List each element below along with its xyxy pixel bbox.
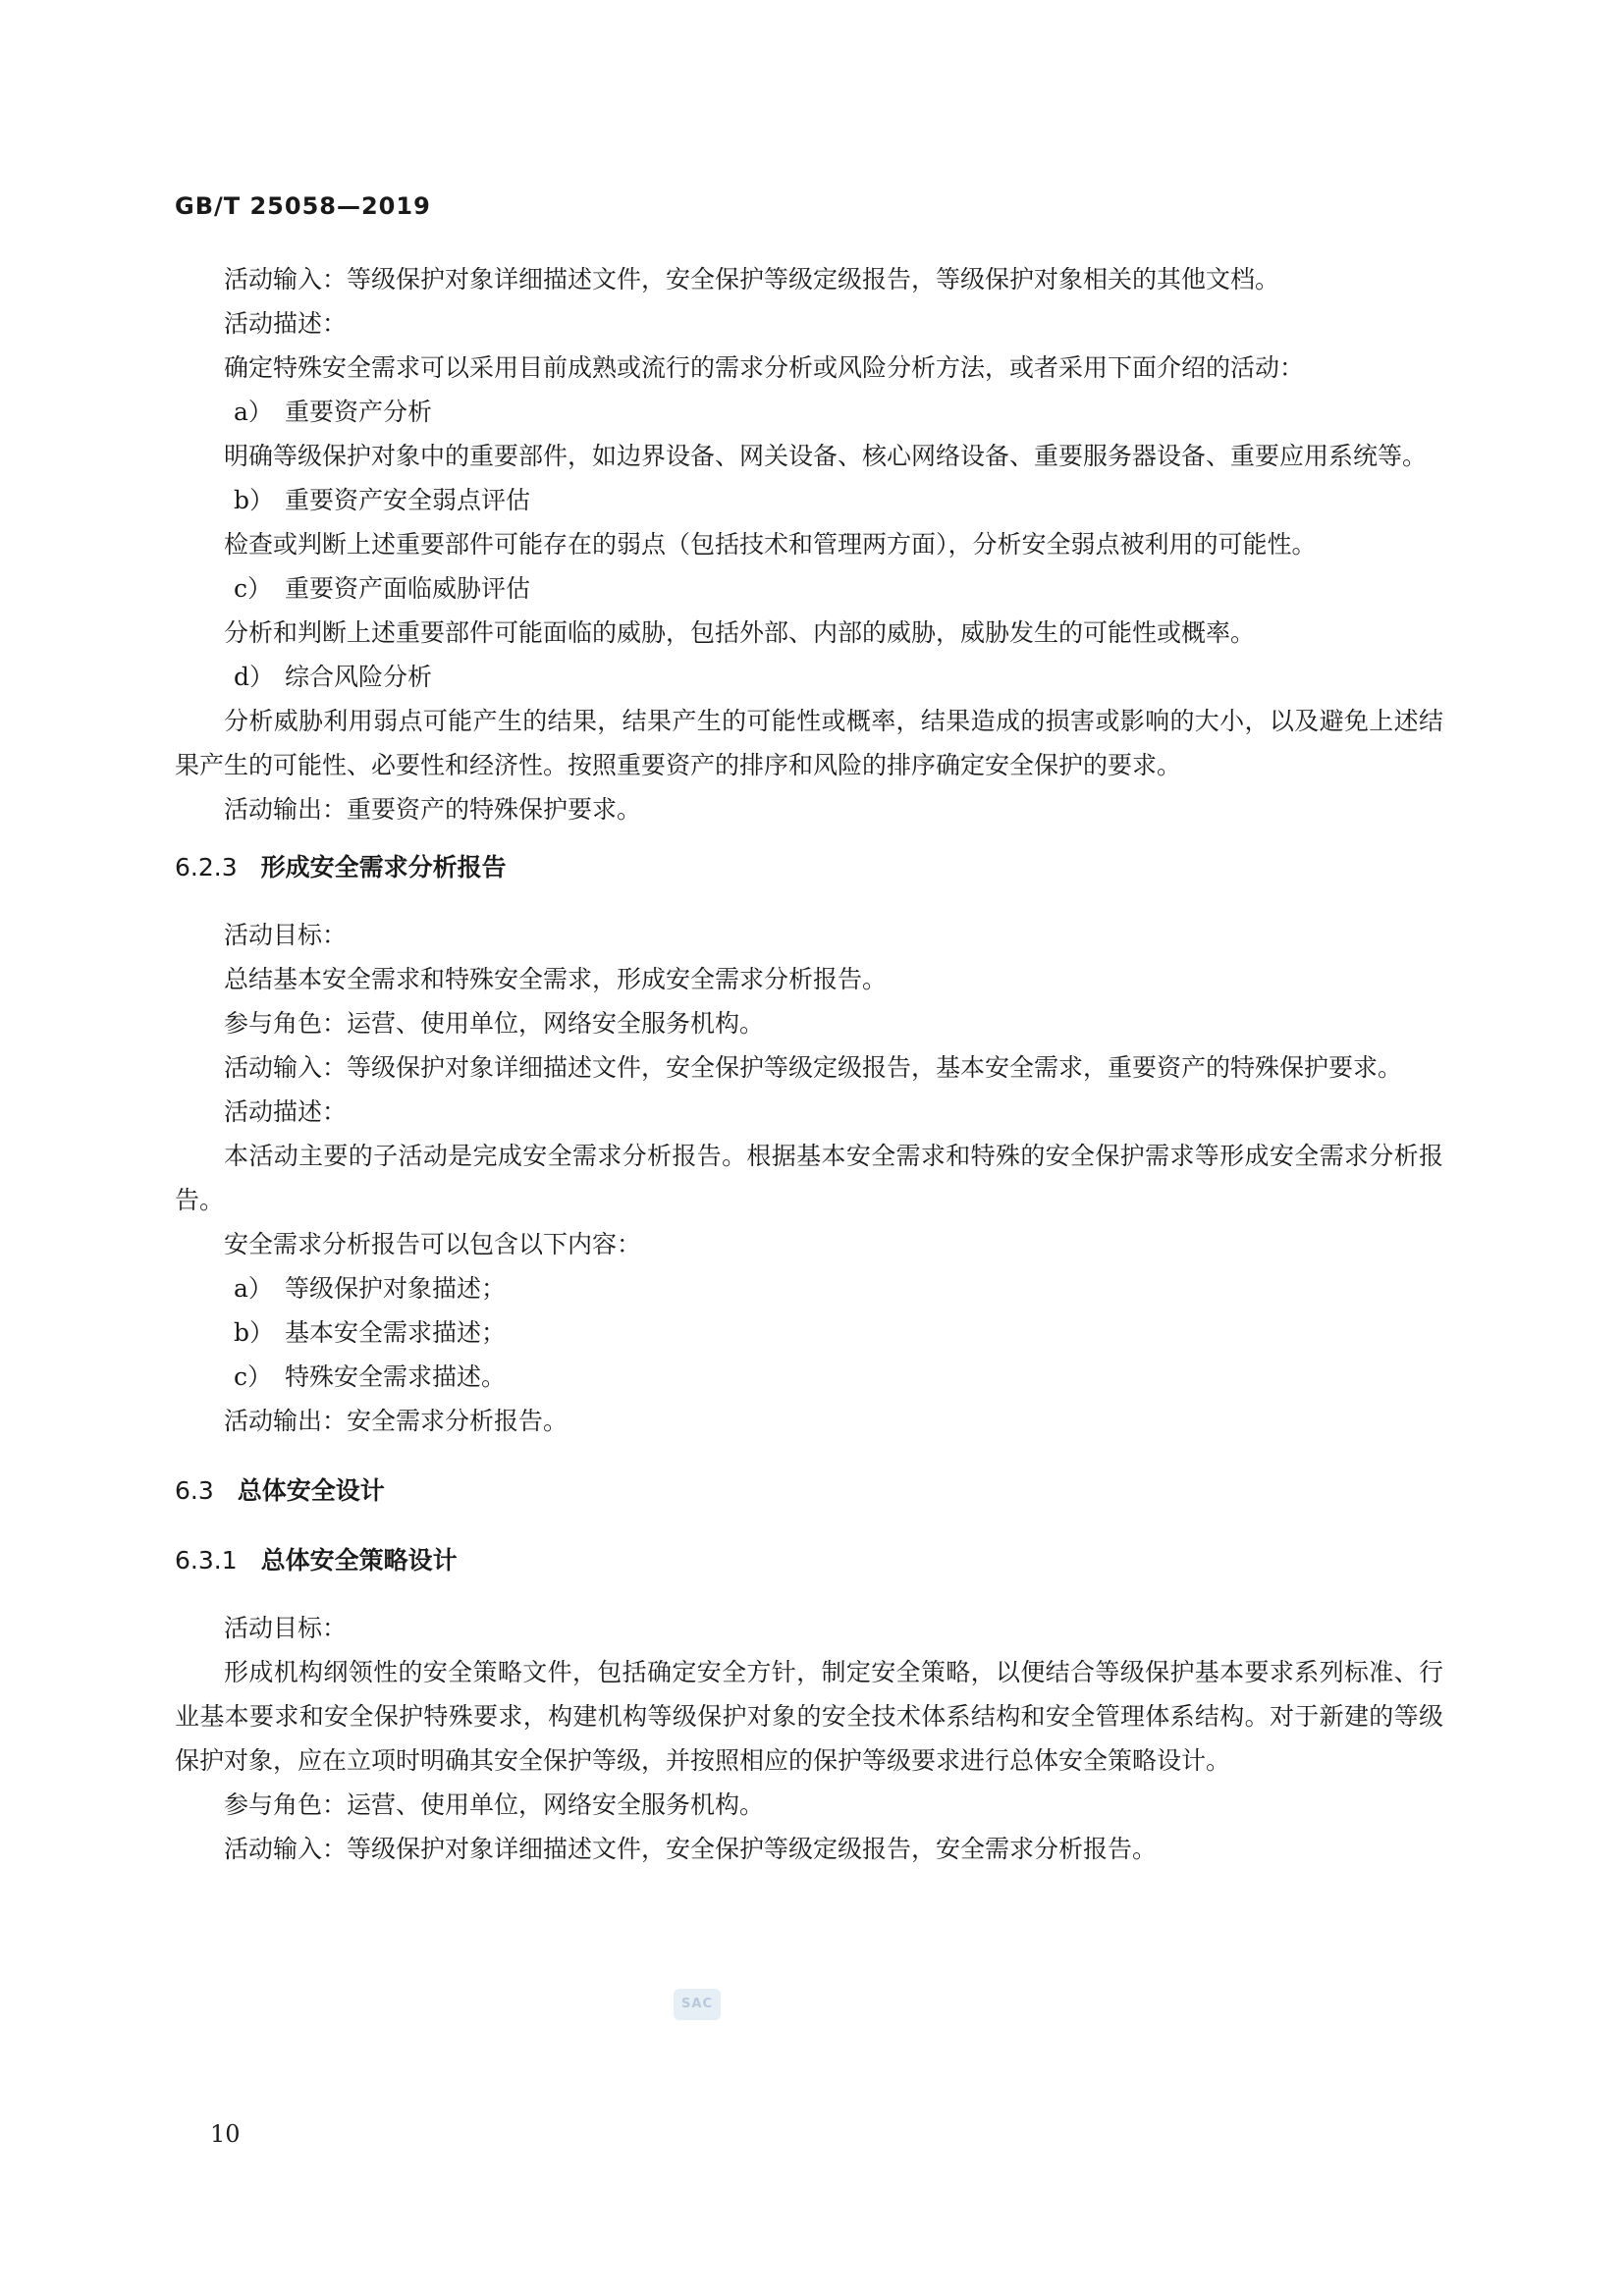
paragraph: 参与角色：运营、使用单位，网络安全服务机构。 bbox=[224, 1009, 765, 1038]
section-title: 总体安全设计 bbox=[237, 1476, 385, 1505]
section-heading-6-2-3 bbox=[175, 845, 1443, 889]
list-item bbox=[175, 390, 1443, 434]
paragraph: 活动输出：安全需求分析报告。 bbox=[224, 1407, 568, 1435]
list-item-text: 特殊安全需求描述。 bbox=[285, 1362, 507, 1391]
list-item-text: 等级保护对象描述； bbox=[285, 1274, 507, 1303]
paragraph: 明确等级保护对象中的重要部件，如边界设备、网关设备、核心网络设备、重要服务器设备、重要应用系统等。 bbox=[224, 442, 1428, 470]
list-item bbox=[175, 1355, 1443, 1399]
list-item-text: 重要资产面临威胁评估 bbox=[285, 574, 531, 603]
paragraph: 活动输出：重要资产的特殊保护要求。 bbox=[224, 795, 642, 824]
section-title: 形成安全需求分析报告 bbox=[260, 853, 507, 881]
list-item-label: d） bbox=[234, 663, 275, 691]
list-item-text: 基本安全需求描述； bbox=[285, 1318, 507, 1347]
list-item-label: c） bbox=[234, 1362, 273, 1391]
paragraph: 分析威胁利用弱点可能产生的结果，结果产生的可能性或概率，结果造成的损害或影响的大小，以及避免上述结果产生的可能性、必要性和经济性。按照重要资产的排序和风险的排序确定安全保护的要求。 bbox=[175, 707, 1443, 779]
list-item-label: b） bbox=[234, 1318, 275, 1347]
list-item-label: c） bbox=[234, 574, 273, 603]
sac-watermark-logo: SAC bbox=[674, 1989, 721, 2020]
list-item-text: 重要资产分析 bbox=[285, 398, 433, 426]
list-item-text: 重要资产安全弱点评估 bbox=[285, 486, 531, 514]
paragraph: 参与角色：运营、使用单位，网络安全服务机构。 bbox=[224, 1790, 765, 1819]
paragraph: 活动输入：等级保护对象详细描述文件，安全保护等级定级报告，等级保护对象相关的其他文档。 bbox=[224, 265, 1280, 294]
section-number: 6.3.1 bbox=[175, 1546, 238, 1575]
paragraph: 形成机构纲领性的安全策略文件，包括确定安全方针，制定安全策略，以便结合等级保护基本要求系列标准、行业基本要求和安全保护特殊要求，构建机构等级保护对象的安全技术体系结构和安全管理体系结构。对于新建的等级保护对象，应在立项时明确其安全保护等级，并按照相应的保护等级要求进行总体安全策略设计。 bbox=[175, 1658, 1443, 1775]
section-heading-6-3-1 bbox=[175, 1538, 1443, 1582]
paragraph: 活动描述： bbox=[224, 309, 348, 338]
section-heading-6-3 bbox=[175, 1468, 1443, 1513]
list-item bbox=[175, 1266, 1443, 1310]
list-item-label: b） bbox=[234, 486, 275, 514]
paragraph: 活动描述： bbox=[224, 1097, 348, 1126]
paragraph: 活动目标： bbox=[224, 921, 348, 949]
list-item bbox=[175, 1310, 1443, 1355]
paragraph: 分析和判断上述重要部件可能面临的威胁，包括外部、内部的威胁，威胁发生的可能性或概率。 bbox=[224, 618, 1256, 647]
list-item bbox=[175, 478, 1443, 522]
list-item-label: a） bbox=[234, 398, 273, 426]
document-body bbox=[175, 257, 1443, 1871]
paragraph: 安全需求分析报告可以包含以下内容： bbox=[224, 1230, 642, 1258]
paragraph: 总结基本安全需求和特殊安全需求，形成安全需求分析报告。 bbox=[224, 965, 888, 993]
section-number: 6.2.3 bbox=[175, 853, 238, 881]
list-item bbox=[175, 566, 1443, 611]
page-number: 10 bbox=[210, 2120, 241, 2148]
list-item bbox=[175, 655, 1443, 699]
paragraph: 本活动主要的子活动是完成安全需求分析报告。根据基本安全需求和特殊的安全保护需求等形成安全需求分析报告。 bbox=[175, 1142, 1443, 1214]
standard-id-header: GB/T 25058—2019 bbox=[175, 192, 431, 220]
list-item-label: a） bbox=[234, 1274, 273, 1303]
paragraph: 确定特殊安全需求可以采用目前成熟或流行的需求分析或风险分析方法，或者采用下面介绍的活动： bbox=[224, 353, 1305, 382]
section-number: 6.3 bbox=[175, 1476, 214, 1505]
paragraph: 活动输入：等级保护对象详细描述文件，安全保护等级定级报告，安全需求分析报告。 bbox=[224, 1835, 1158, 1863]
paragraph: 活动输入：等级保护对象详细描述文件，安全保护等级定级报告，基本安全需求，重要资产的特殊保护要求。 bbox=[224, 1053, 1403, 1082]
paragraph: 检查或判断上述重要部件可能存在的弱点（包括技术和管理两方面），分析安全弱点被利用的可能性。 bbox=[224, 530, 1317, 559]
paragraph: 活动目标： bbox=[224, 1614, 348, 1642]
section-title: 总体安全策略设计 bbox=[260, 1546, 458, 1575]
list-item-text: 综合风险分析 bbox=[285, 663, 433, 691]
